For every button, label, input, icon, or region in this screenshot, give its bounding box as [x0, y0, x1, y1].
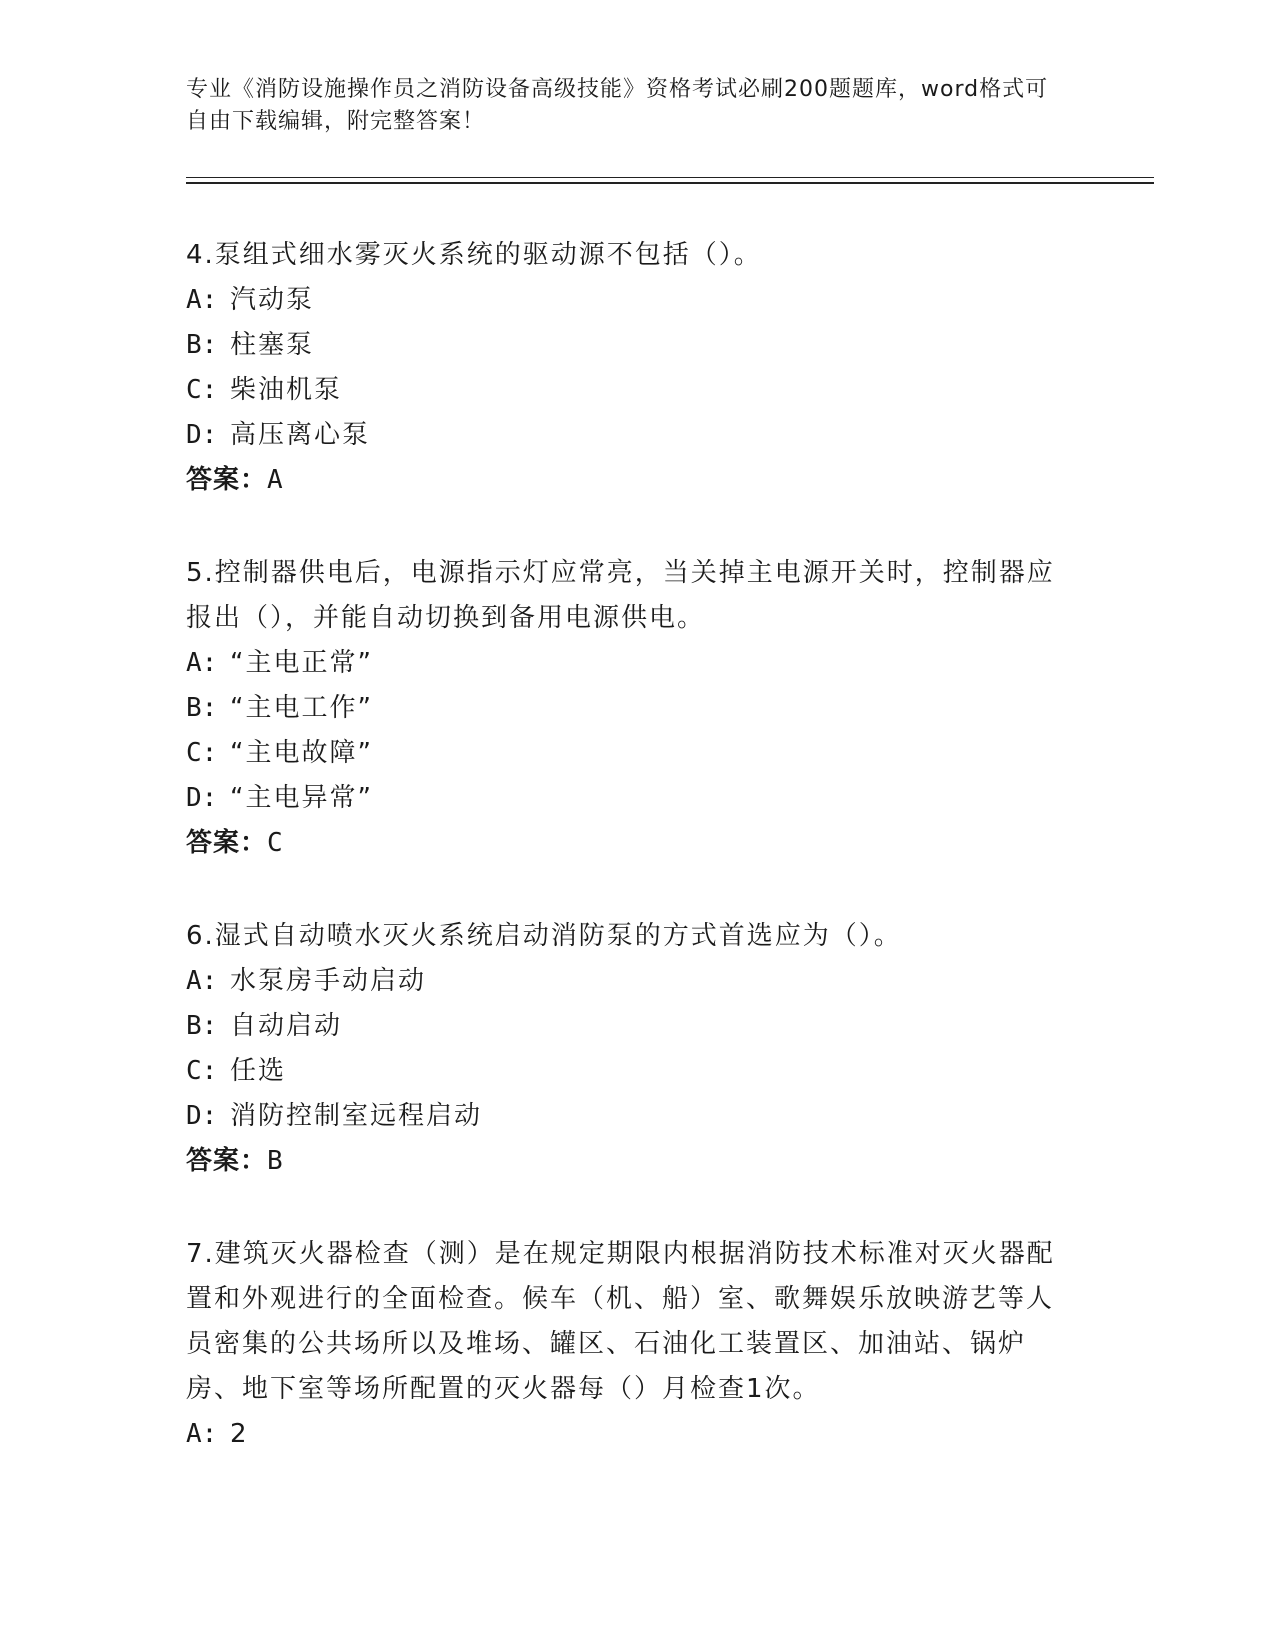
question-5: [186, 551, 1066, 866]
option-letter: D:: [186, 420, 218, 450]
option-text: 任选: [230, 1056, 287, 1086]
answer-value: A: [267, 465, 284, 495]
option-text: 柴油机泵: [230, 375, 343, 405]
question-stem: 4.泵组式细水雾灭火系统的驱动源不包括（）。: [186, 240, 762, 270]
answer-line: [186, 1139, 1066, 1184]
option-letter: B:: [186, 693, 218, 723]
option-text: “主电正常”: [230, 648, 373, 678]
option-b: [186, 1004, 1066, 1049]
answer-value: C: [267, 828, 284, 858]
header-text: 专业《消防设施操作员之消防设备高级技能》资格考试必刷200题题库，word格式可自由下载编辑，附完整答案！: [186, 77, 1049, 134]
option-a: [186, 641, 1066, 686]
option-b: [186, 686, 1066, 731]
option-text: 自动启动: [230, 1011, 343, 1041]
answer-label: 答案：: [186, 828, 268, 858]
option-text: 高压离心泵: [230, 420, 371, 450]
option-letter: B:: [186, 330, 218, 360]
option-b: [186, 323, 1066, 368]
option-text: “主电故障”: [230, 738, 373, 768]
question-stem: 7.建筑灭火器检查（测）是在规定期限内根据消防技术标准对灭火器配置和外观进行的全面检查。候车（机、船）室、歌舞娱乐放映游艺等人员密集的公共场所以及堆场、罐区、石油化工装置区、加油站、锅炉房、地下室等场所配置的灭火器每（）月检查1次。: [186, 1239, 1055, 1404]
question-stem: 5.控制器供电后，电源指示灯应常亮，当关掉主电源开关时，控制器应报出（），并能自动切换到备用电源供电。: [186, 558, 1055, 633]
header-divider-thick: [186, 182, 1154, 184]
option-d: [186, 413, 1066, 458]
option-d: [186, 1094, 1066, 1139]
option-letter: C:: [186, 1056, 218, 1086]
option-a: [186, 959, 1066, 1004]
answer-line: [186, 821, 1066, 866]
option-c: [186, 1049, 1066, 1094]
option-letter: A:: [186, 966, 218, 996]
question-6: [186, 914, 1066, 1184]
option-letter: B:: [186, 1011, 218, 1041]
option-letter: C:: [186, 375, 218, 405]
option-a: [186, 1412, 1066, 1457]
question-7: [186, 1232, 1066, 1457]
answer-value: B: [267, 1146, 284, 1176]
question-4: [186, 233, 1066, 503]
option-text: “主电工作”: [230, 693, 373, 723]
option-a: [186, 278, 1066, 323]
option-letter: A:: [186, 1419, 218, 1449]
option-c: [186, 368, 1066, 413]
question-stem: 6.湿式自动喷水灭火系统启动消防泵的方式首选应为（）。: [186, 921, 902, 951]
option-text: 2: [230, 1419, 249, 1449]
option-text: 柱塞泵: [230, 330, 315, 360]
option-letter: D:: [186, 783, 218, 813]
option-text: 水泵房手动启动: [230, 966, 427, 996]
option-text: 汽动泵: [230, 285, 315, 315]
option-letter: A:: [186, 648, 218, 678]
option-text: “主电异常”: [230, 783, 373, 813]
answer-line: [186, 458, 1066, 503]
option-c: [186, 731, 1066, 776]
option-text: 消防控制室远程启动: [230, 1101, 483, 1131]
option-letter: D:: [186, 1101, 218, 1131]
header-divider-thin: [186, 177, 1154, 178]
option-d: [186, 776, 1066, 821]
option-letter: A:: [186, 285, 218, 315]
answer-label: 答案：: [186, 465, 268, 495]
document-header: [186, 74, 1066, 138]
question-list: [186, 233, 1066, 1505]
answer-label: 答案：: [186, 1146, 268, 1176]
option-letter: C:: [186, 738, 218, 768]
